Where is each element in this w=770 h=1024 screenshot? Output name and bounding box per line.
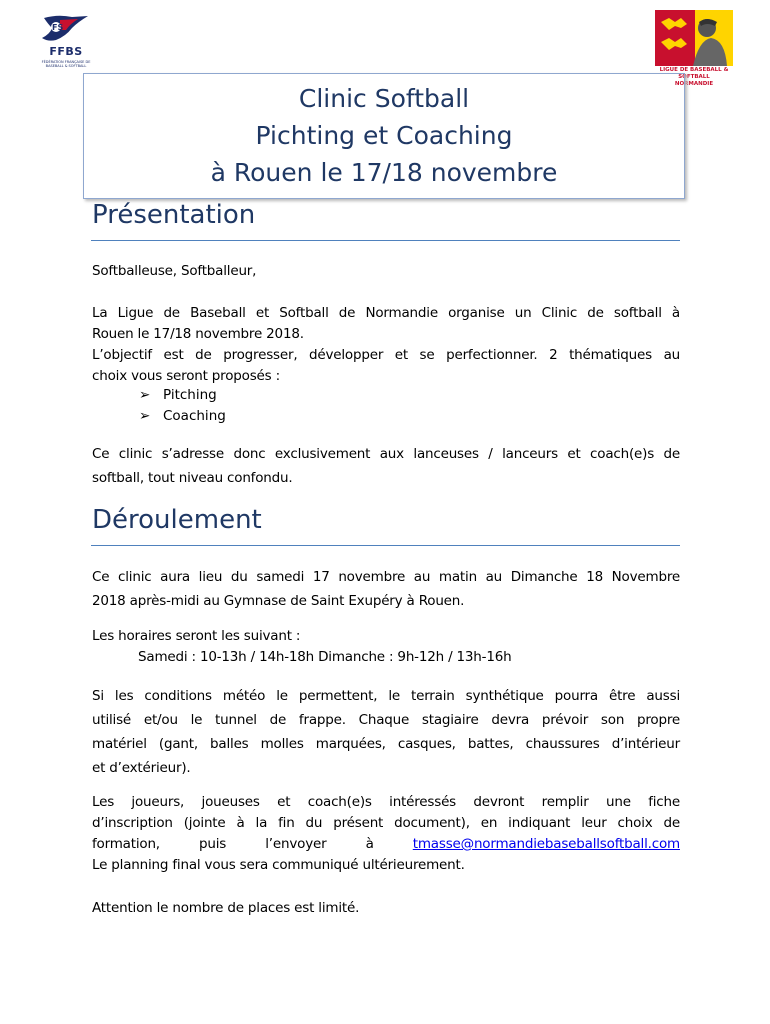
schedule-intro: Les horaires seront les suivant : [92, 628, 301, 644]
ffbs-emblem-icon [38, 14, 94, 46]
presentation-heading: Présentation [92, 200, 256, 230]
presentation-p2-line-1: L’objectif est de progresser, développer et se perfectionner. 2 thématiques au [92, 347, 680, 363]
schedule-hours: Samedi : 10-13h / 14h-18h Dimanche : 9h-12h / 13h-16h [138, 649, 512, 665]
presentation-paragraph-1 [92, 303, 680, 387]
bullet-label-coaching: Coaching [163, 408, 226, 424]
email-link[interactable]: tmasse@normandiebaseballsoftball.com [412, 836, 680, 852]
deroulement-heading: Déroulement [92, 505, 262, 535]
presentation-p1-line-1: La Ligue de Baseball et Softball de Normandie organise un Clinic de softball à [92, 305, 680, 321]
deroulement-rule [91, 545, 680, 546]
title-box [83, 73, 685, 199]
deroulement-paragraph-5 [92, 898, 680, 919]
word-a: à [365, 836, 374, 852]
deroulement-p4-line-4: Le planning final vous sera communiqué ultérieurement. [92, 857, 465, 873]
presentation-rule [91, 240, 680, 241]
ffbs-logo-text: FFBS [49, 45, 83, 58]
word-puis: puis [199, 836, 227, 852]
presentation-p3-line-2: softball, tout niveau confondu. [92, 470, 293, 486]
deroulement-paragraph-1 [92, 565, 680, 613]
word-envoyer: l’envoyer [265, 836, 327, 852]
places-limited-text: Attention le nombre de places est limité. [92, 900, 360, 916]
title-line-1: Clinic Softball [298, 84, 470, 113]
deroulement-p3-line-1: Si les conditions météo le permettent, le terrain synthétique pourra être aussi [92, 688, 680, 704]
word-formation: formation, [92, 836, 160, 852]
bullet-label-pitching: Pitching [163, 387, 217, 403]
bullet-item-pitching [139, 385, 217, 406]
ligue-logo-line-2: NORMANDIE [674, 81, 714, 87]
arrow-bullet-icon: ➢ [139, 408, 151, 424]
ligue-emblem-icon [655, 10, 733, 66]
ligue-logo-line-1: LIGUE DE BASEBALL & SOFTBALL [659, 67, 729, 80]
presentation-paragraph-3 [92, 442, 680, 490]
ffbs-logo [38, 14, 94, 70]
title-line-2: Pichting et Coaching [255, 121, 513, 150]
deroulement-p4-line-1: Les joueurs, joueuses et coach(e)s intéressés devront remplir une fiche [92, 794, 680, 810]
deroulement-paragraph-2 [92, 626, 680, 668]
greeting-paragraph [92, 261, 680, 282]
ffbs-logo-subtitle: FÉDÉRATION FRANÇAISE DE BASEBALL & SOFTBALL [41, 60, 91, 68]
svg-text:FS: FS [52, 23, 64, 32]
deroulement-paragraph-3 [92, 684, 680, 780]
deroulement-p4-line-2: d’inscription (jointe à la fin du présent document), en indiquant leur choix de [92, 815, 680, 831]
bullet-item-coaching [139, 406, 226, 427]
presentation-p1-line-2: Rouen le 17/18 novembre 2018. [92, 326, 304, 342]
greeting-text: Softballeuse, Softballeur, [92, 263, 257, 279]
deroulement-p1-line-1: Ce clinic aura lieu du samedi 17 novembre au matin au Dimanche 18 Novembre [92, 569, 680, 585]
title-line-3: à Rouen le 17/18 novembre [210, 158, 558, 187]
deroulement-paragraph-4 [92, 792, 680, 876]
arrow-bullet-icon: ➢ [139, 387, 151, 403]
deroulement-p4-line-3 [92, 834, 680, 855]
presentation-p2-line-2: choix vous seront proposés : [92, 368, 280, 384]
presentation-p3-line-1: Ce clinic s’adresse donc exclusivement aux lanceuses / lanceurs et coach(e)s de [92, 446, 680, 462]
deroulement-p3-line-3: matériel (gant, balles molles marquées, casques, battes, chaussures d’intérieur [92, 736, 680, 752]
deroulement-p1-line-2: 2018 après-midi au Gymnase de Saint Exupéry à Rouen. [92, 593, 465, 609]
deroulement-p3-line-4: et d’extérieur). [92, 760, 191, 776]
deroulement-p3-line-2: utilisé et/ou le tunnel de frappe. Chaque stagiaire devra prévoir son propre [92, 712, 680, 728]
